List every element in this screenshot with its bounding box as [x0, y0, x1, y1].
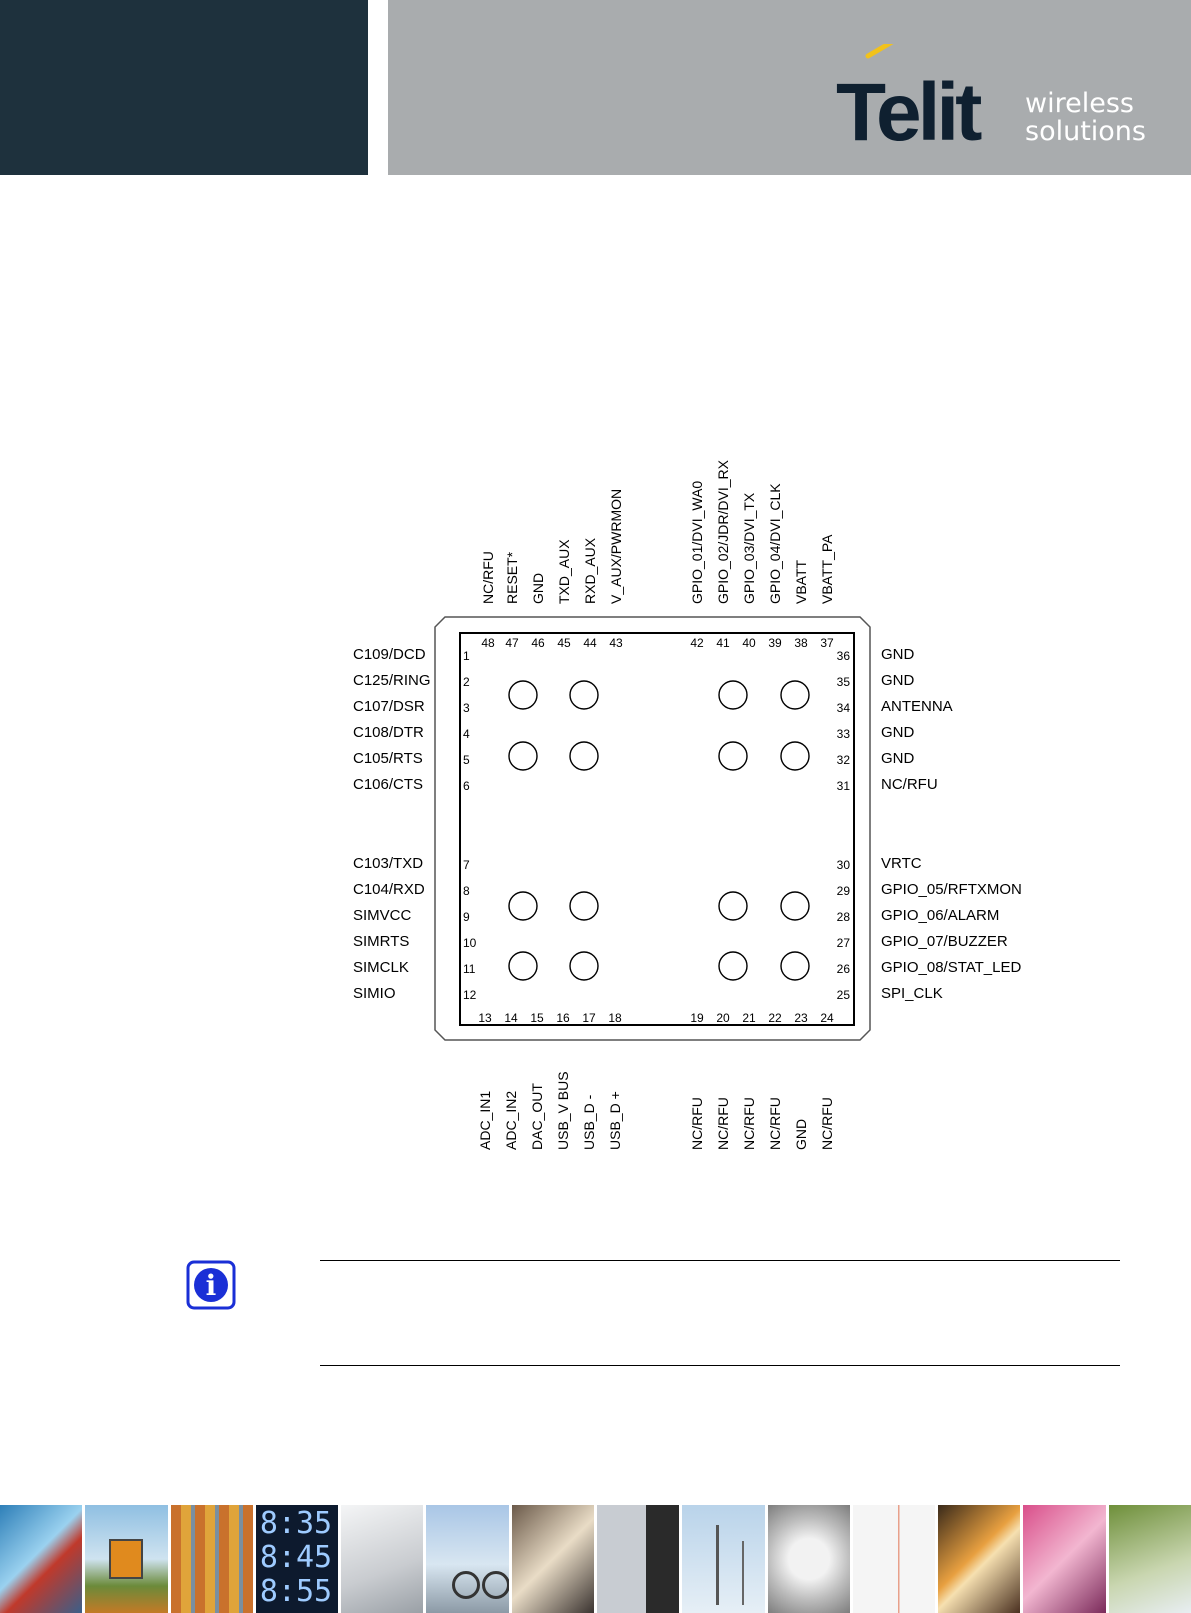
pin-number-top: 47	[505, 636, 519, 650]
photo-clock-display	[256, 1505, 338, 1613]
photo-camera	[1109, 1505, 1191, 1613]
pin-label-right: GND	[881, 750, 915, 767]
pin-number-top: 39	[768, 636, 782, 650]
pin-number-left: 6	[463, 779, 470, 793]
photo-wind-turbines	[682, 1505, 764, 1613]
pin-label-bottom: USB_D +	[607, 1091, 623, 1150]
pin-label-bottom: NC/RFU	[819, 1097, 835, 1150]
solder-pad	[781, 952, 809, 980]
pin-label-left: SIMCLK	[353, 959, 409, 976]
pin-number-right: 29	[836, 884, 850, 898]
pin-number-right: 36	[836, 649, 850, 663]
pin-label-bottom: ADC_IN2	[503, 1090, 519, 1150]
solder-pad	[570, 952, 598, 980]
solder-pad	[570, 681, 598, 709]
pin-label-top: GPIO_04/DVI_CLK	[767, 483, 783, 604]
photo-wall	[853, 1505, 935, 1613]
solder-pad	[570, 892, 598, 920]
pin-label-top: GND	[530, 572, 546, 604]
photo-cyclist	[426, 1505, 508, 1613]
pin-number-left: 4	[463, 727, 470, 741]
solder-pad	[509, 892, 537, 920]
solder-pad	[719, 742, 747, 770]
pin-number-top: 38	[794, 636, 808, 650]
pin-number-left: 2	[463, 675, 470, 689]
pin-number-bottom: 13	[478, 1011, 492, 1025]
pin-labels	[353, 459, 1022, 1150]
pin-label-left: C107/DSR	[353, 698, 425, 715]
pin-number-bottom: 15	[530, 1011, 544, 1025]
pin-label-left: C103/TXD	[353, 855, 424, 872]
pin-label-bottom: USB_D -	[581, 1094, 597, 1150]
telit-logo	[836, 44, 1166, 154]
solder-pad	[719, 892, 747, 920]
pin-label-top: VBATT	[793, 559, 809, 604]
pin-number-bottom: 24	[820, 1011, 834, 1025]
pin-label-right: NC/RFU	[881, 776, 938, 793]
pin-number-bottom: 17	[582, 1011, 596, 1025]
pin-number-bottom: 16	[556, 1011, 570, 1025]
photo-vending	[597, 1505, 679, 1613]
phone-booth-shape	[109, 1539, 143, 1579]
pin-number-left: 3	[463, 701, 470, 715]
pin-number-left: 10	[463, 936, 477, 950]
solder-pad	[509, 681, 537, 709]
info-icon	[186, 1260, 236, 1310]
pin-label-top: RESET*	[504, 551, 520, 604]
clock-reading-1: 8:35	[259, 1506, 333, 1541]
logo-tagline-line2: solutions	[1025, 116, 1146, 147]
solder-pad	[509, 742, 537, 770]
pin-label-top: GPIO_01/DVI_WA0	[689, 480, 705, 604]
pin-number-left: 9	[463, 910, 470, 924]
pin-label-top: RXD_AUX	[582, 537, 598, 604]
logo-tagline-line1: wireless	[1025, 88, 1134, 119]
pin-label-bottom: GND	[793, 1118, 809, 1150]
bike-wheel-front	[482, 1571, 508, 1599]
pin-label-left: C109/DCD	[353, 646, 426, 663]
clock-reading-3: 8:55	[259, 1574, 333, 1609]
pin-number-bottom: 22	[768, 1011, 782, 1025]
pin-number-bottom: 18	[608, 1011, 622, 1025]
photo-traffic	[0, 1505, 82, 1613]
pin-number-top: 48	[481, 636, 495, 650]
info-icon-glyph: i	[205, 1269, 217, 1302]
pin-number-right: 35	[836, 675, 850, 689]
pin-label-left: SIMIO	[353, 985, 396, 1002]
pin-number-right: 34	[836, 701, 850, 715]
pin-number-top: 37	[820, 636, 834, 650]
solder-pad	[719, 952, 747, 980]
clock-readings	[260, 1507, 332, 1609]
pin-label-right: GPIO_05/RFTXMON	[881, 881, 1022, 898]
clock-reading-2: 8:45	[259, 1540, 333, 1575]
pin-number-bottom: 21	[742, 1011, 756, 1025]
pin-label-bottom: USB_V BUS	[555, 1071, 571, 1150]
photo-meter	[768, 1505, 850, 1613]
module-pad-frame	[460, 633, 854, 1025]
pin-number-top: 44	[583, 636, 597, 650]
pin-number-left: 1	[463, 649, 470, 663]
pin-label-left: SIMVCC	[353, 907, 412, 924]
pin-label-right: GPIO_08/STAT_LED	[881, 959, 1022, 976]
note-top-rule	[320, 1260, 1120, 1261]
pin-number-top: 45	[557, 636, 571, 650]
photo-pink-goods	[1023, 1505, 1105, 1613]
pin-label-top: GPIO_02/JDR/DVI_RX	[715, 460, 731, 604]
pin-label-bottom: DAC_OUT	[529, 1083, 545, 1150]
pin-number-right: 25	[836, 988, 850, 1002]
pin-label-top: GPIO_03/DVI_TX	[741, 492, 757, 604]
pin-label-bottom: ADC_IN1	[477, 1090, 493, 1150]
pin-number-right: 31	[836, 779, 850, 793]
pin-label-bottom: NC/RFU	[767, 1097, 783, 1150]
pin-label-left: SIMRTS	[353, 933, 410, 950]
photo-train	[938, 1505, 1020, 1613]
pin-number-bottom: 20	[716, 1011, 730, 1025]
pin-label-left: C125/RING	[353, 672, 431, 689]
logo-brand-name: Telit	[836, 67, 979, 154]
photo-containers	[171, 1505, 253, 1613]
pin-number-right: 30	[836, 858, 850, 872]
pin-number-left: 12	[463, 988, 477, 1002]
pin-label-right: GPIO_06/ALARM	[881, 907, 1000, 924]
pin-number-right: 32	[836, 753, 850, 767]
pin-number-top: 43	[609, 636, 623, 650]
pin-label-bottom: NC/RFU	[741, 1097, 757, 1150]
pin-number-left: 11	[463, 962, 476, 976]
photo-card	[512, 1505, 594, 1613]
pin-label-right: GND	[881, 672, 915, 689]
pin-label-right: GND	[881, 646, 915, 663]
solder-pad	[781, 742, 809, 770]
pin-label-bottom: NC/RFU	[689, 1097, 705, 1150]
pin-number-right: 27	[836, 936, 850, 950]
pin-number-bottom: 19	[690, 1011, 704, 1025]
pin-label-left: C106/CTS	[353, 776, 424, 793]
pin-label-top: VBATT_PA	[819, 534, 835, 604]
pin-number-right: 33	[836, 727, 850, 741]
logo-accent-stroke	[868, 44, 892, 56]
pin-number-right: 26	[836, 962, 850, 976]
turbine-tower	[716, 1525, 719, 1605]
pin-number-bottom: 23	[794, 1011, 808, 1025]
header-dark-panel	[0, 0, 368, 175]
solder-pad	[719, 681, 747, 709]
photo-keyboard	[341, 1505, 423, 1613]
pin-number-top: 41	[716, 636, 730, 650]
pin-label-left: C104/RXD	[353, 881, 425, 898]
pin-number-left: 7	[463, 858, 470, 872]
pin-number-left: 5	[463, 753, 470, 767]
photo-sos-phone	[85, 1505, 167, 1613]
pin-label-right: GND	[881, 724, 915, 741]
pin-label-top: NC/RFU	[480, 551, 496, 604]
pin-label-bottom: NC/RFU	[715, 1097, 731, 1150]
pin-number-right: 28	[836, 910, 850, 924]
pin-number-top: 46	[531, 636, 545, 650]
pin-label-right: ANTENNA	[881, 698, 953, 715]
pin-number-left: 8	[463, 884, 470, 898]
solder-pad	[781, 892, 809, 920]
pin-label-top: V_AUX/PWRMON	[608, 488, 624, 604]
pin-number-top: 42	[690, 636, 704, 650]
solder-pad	[570, 742, 598, 770]
module-pads	[509, 681, 809, 980]
pin-label-right: SPI_CLK	[881, 985, 943, 1002]
pin-label-left: C108/DTR	[353, 724, 424, 741]
turbine-tower	[742, 1541, 744, 1605]
pin-label-right: GPIO_07/BUZZER	[881, 933, 1008, 950]
pin-label-right: VRTC	[881, 855, 922, 872]
solder-pad	[781, 681, 809, 709]
bike-wheel-back	[452, 1571, 480, 1599]
pin-label-top: TXD_AUX	[556, 539, 572, 604]
pin-label-left: C105/RTS	[353, 750, 423, 767]
pin-number-top: 40	[742, 636, 756, 650]
note-bottom-rule	[320, 1365, 1120, 1366]
pin-number-bottom: 14	[504, 1011, 518, 1025]
solder-pad	[509, 952, 537, 980]
footer-photo-strip	[0, 1505, 1191, 1613]
